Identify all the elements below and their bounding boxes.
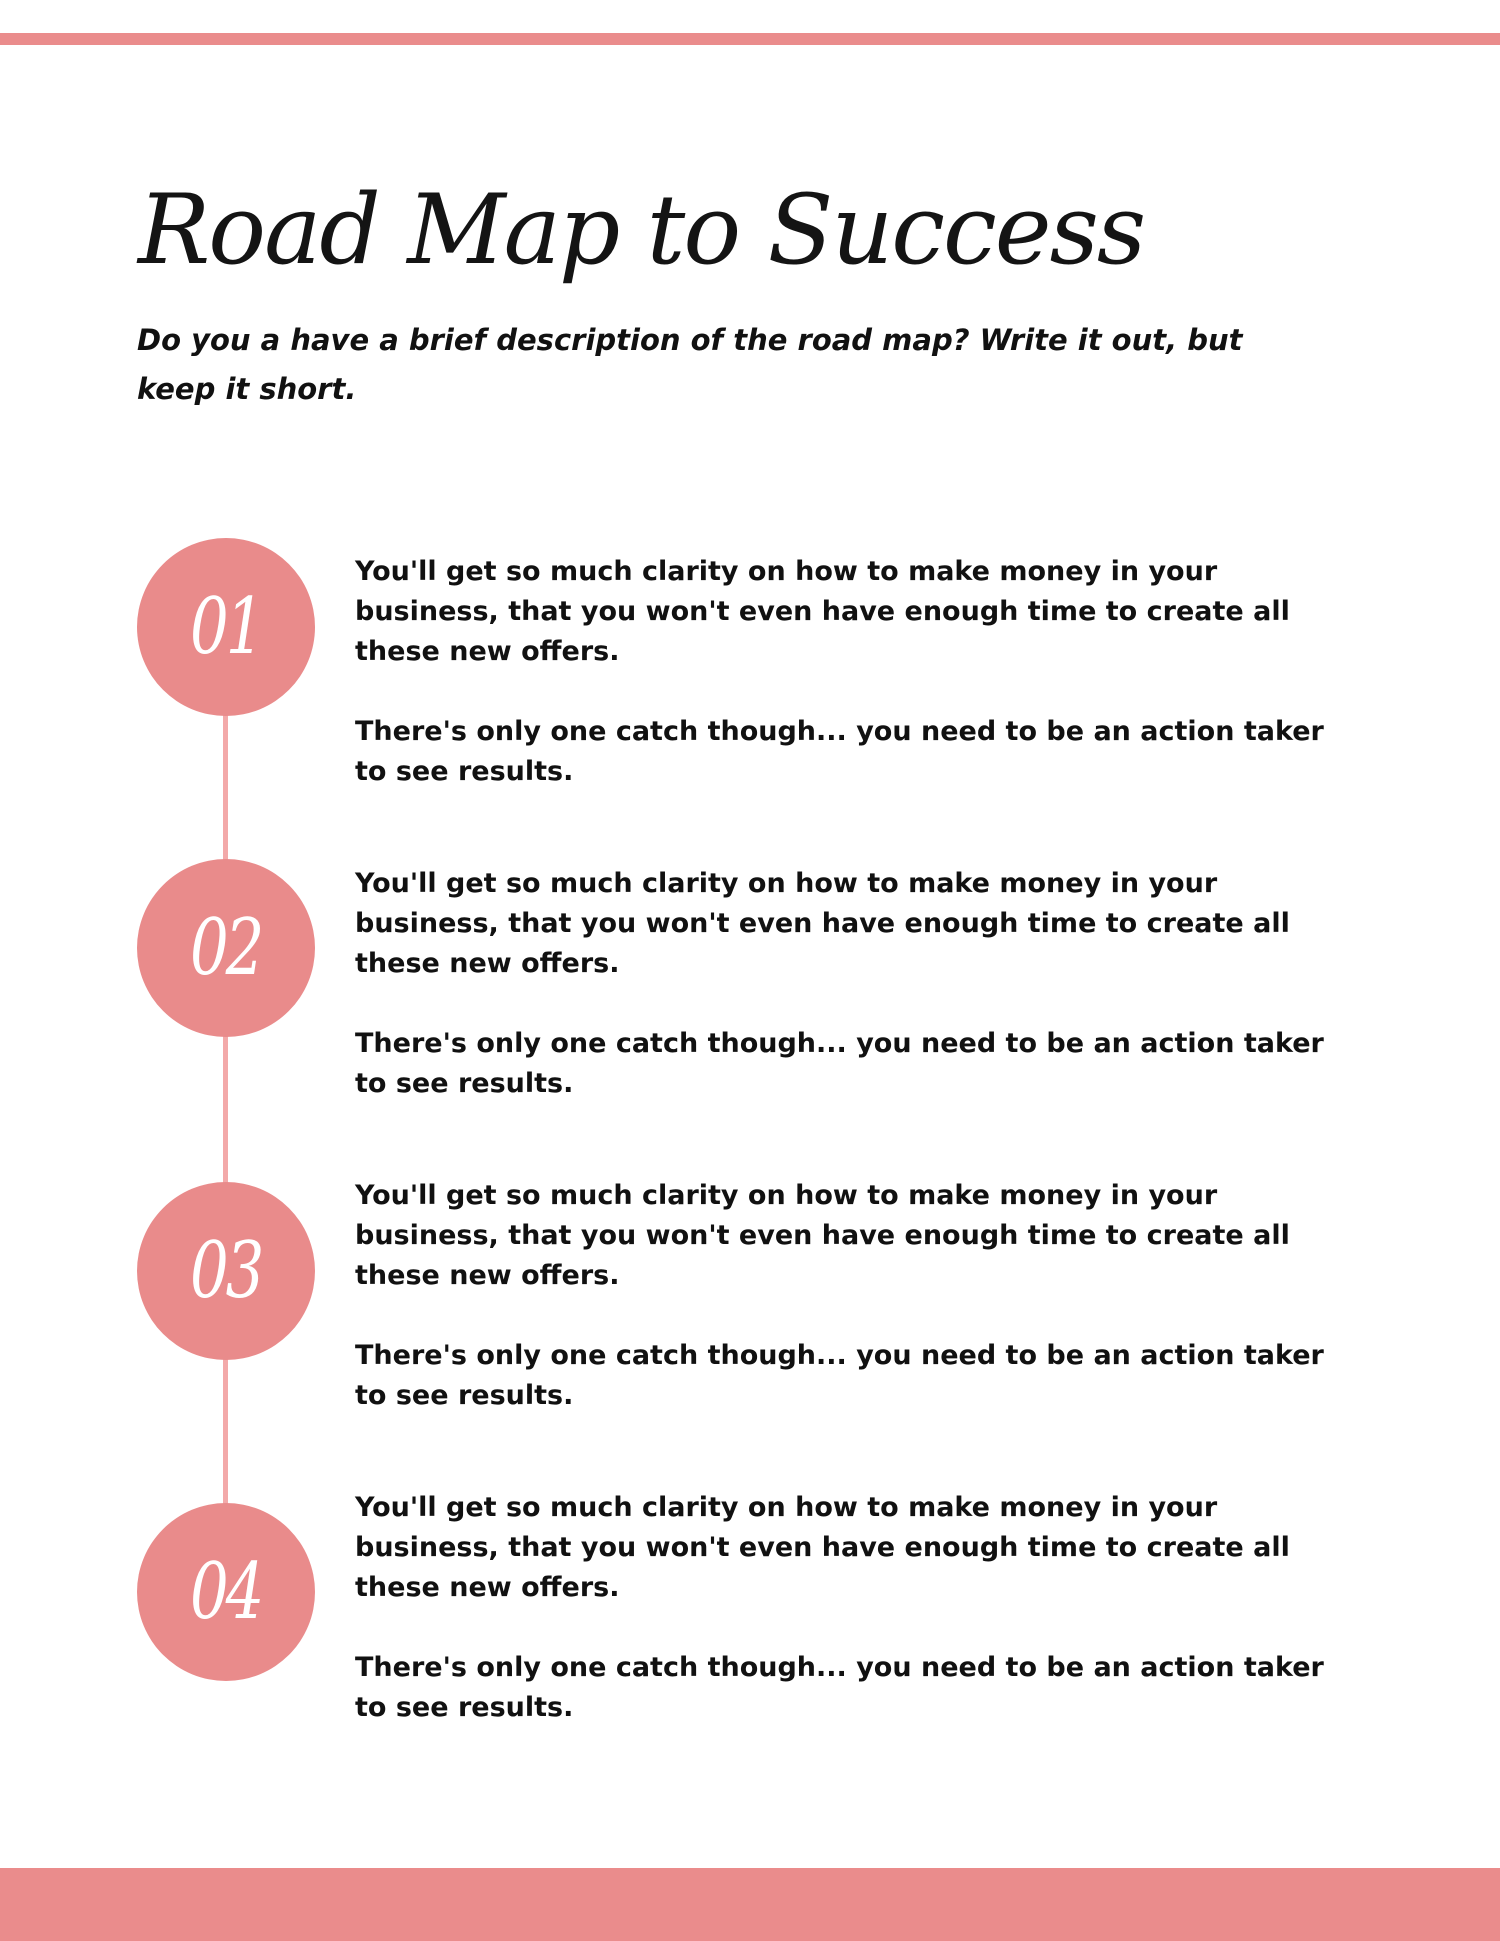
step-badge-1 [137,538,315,716]
step-number-4: 04 [190,1547,262,1637]
top-accent-bar [0,33,1500,45]
step-text-2 [355,864,1355,1104]
timeline-connector [223,630,228,1630]
bottom-accent-bar [0,1868,1500,1941]
step-badge-4 [137,1503,315,1681]
step-2-paragraph-1: You'll get so much clarity on how to make money in your business, that you won't even have enough time to create all these new offers. [355,868,1290,979]
page-title: Road Map to Success [138,174,1145,286]
step-4-paragraph-2: There's only one catch though... you need to be an action taker to see results. [355,1652,1324,1723]
step-number-3: 03 [190,1226,262,1316]
step-text-3 [355,1176,1355,1416]
page-subtitle: Do you a have a brief description of the road map? Write it out, but keep it short. [137,323,1243,406]
step-3-paragraph-2: There's only one catch though... you need to be an action taker to see results. [355,1340,1324,1411]
step-badge-3 [137,1182,315,1360]
step-number-1: 01 [190,582,262,672]
step-2-paragraph-2: There's only one catch though... you need to be an action taker to see results. [355,1028,1324,1099]
step-1-paragraph-1: You'll get so much clarity on how to make money in your business, that you won't even have enough time to create all these new offers. [355,556,1290,667]
step-4-paragraph-1: You'll get so much clarity on how to make money in your business, that you won't even have enough time to create all these new offers. [355,1492,1290,1603]
step-text-4 [355,1488,1355,1728]
step-number-2: 02 [190,903,262,993]
step-3-paragraph-1: You'll get so much clarity on how to make money in your business, that you won't even have enough time to create all these new offers. [355,1180,1290,1291]
step-text-1 [355,552,1355,792]
step-1-paragraph-2: There's only one catch though... you need to be an action taker to see results. [355,716,1324,787]
step-badge-2 [137,859,315,1037]
